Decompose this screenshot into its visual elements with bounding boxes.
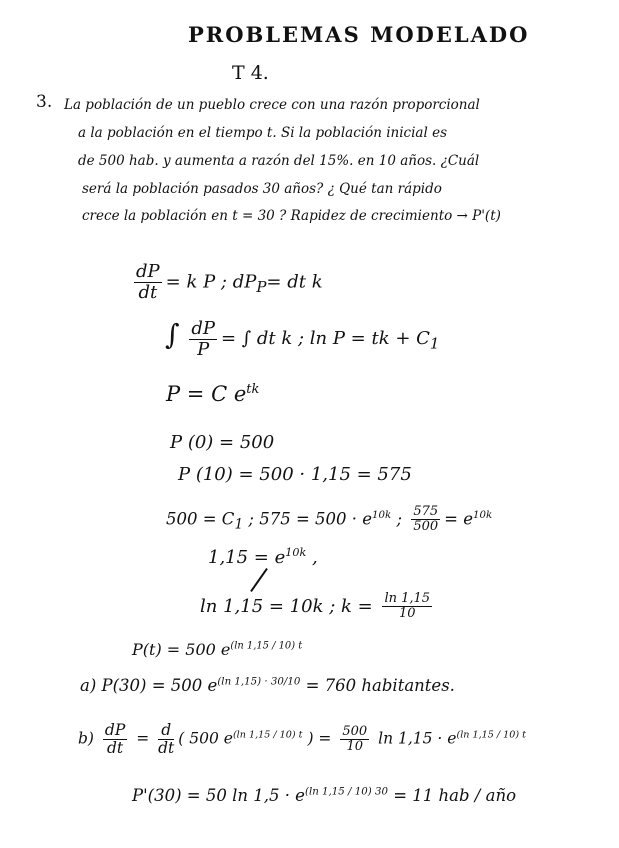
statement-line: será la población pasados 30 años? ¿ Qué tan rápido: [82, 181, 442, 197]
equation-line: P(t) = 500 $e^{(ln 1,15 / 10) t}$: [132, 640, 303, 659]
equation-line: ln 1,15 = 10k ; k = $\frac{\ln 1,15}{10}$: [200, 591, 431, 622]
equation-line: $\frac{dP}{dt}$ = k P ; $dP_P=$ dt k: [136, 261, 323, 303]
equation-line: $1,15 = e^{10k}$ ,: [208, 546, 318, 568]
derivative-result: P'(30) = 50 $\ln 1,5 \cdot e^{(ln 1,15 / 10) 30} = 11$ hab / año: [132, 786, 517, 805]
equation-line: P (10) = 500 · 1,15 = 575: [178, 464, 412, 485]
statement-line: crece la población en t = 30 ? Rapidez de crecimiento → P'(t): [82, 208, 501, 224]
fraction: $\frac{d}{dt}$: [158, 721, 175, 758]
equation-line: P = C $e^{tk}$: [166, 382, 260, 406]
answer-a: a) P(30) = 500 $e^{(ln 1,15) \cdot 30/10} = 760$ habitantes.: [80, 676, 455, 695]
page-subtitle: T 4.: [232, 62, 269, 84]
problem-number: 3.: [36, 92, 53, 112]
fraction: $\frac{dP}{P}$: [191, 317, 215, 360]
statement-line: de 500 hab. y aumenta a razón del 15%. en 10 años. ¿Cuál: [78, 153, 480, 169]
page-title: PROBLEMAS MODELADO: [188, 22, 530, 47]
fraction: $\frac{575}{500}$: [413, 504, 439, 535]
equation-line: ∫ $\frac{dP}{P}$ = ∫ dt k ; ln P = tk + $C_1$: [165, 317, 440, 360]
pen-stroke: [250, 568, 268, 592]
statement-line: a la población en el tiempo t. Si la población inicial es: [78, 125, 448, 141]
fraction: $\frac{dP}{dt}$: [136, 261, 160, 303]
fraction: $\frac{500}{10}$: [342, 723, 368, 755]
fraction: $\frac{\ln 1,15}{10}$: [384, 591, 431, 622]
equation-line: $500 = C_1$ ; $575 = 500 \cdot e^{10k}$ ; $\frac{575}{500}$ = $e^{10k}$: [166, 504, 493, 535]
fraction: $\frac{dP}{dt}$: [104, 721, 126, 758]
answer-b: b) $\frac{dP}{dt}$ = $\frac{d}{dt}$ ( 500 $e^{(ln 1,15 / 10) t}$ ) = $\frac{500}{10}$ $\ln 1,15 \cdot e^{(ln 1,15 / 10) t}$: [78, 721, 527, 758]
equation-line: P (0) = 500: [170, 432, 275, 453]
statement-line: La población de un pueblo crece con una razón proporcional: [64, 97, 480, 113]
